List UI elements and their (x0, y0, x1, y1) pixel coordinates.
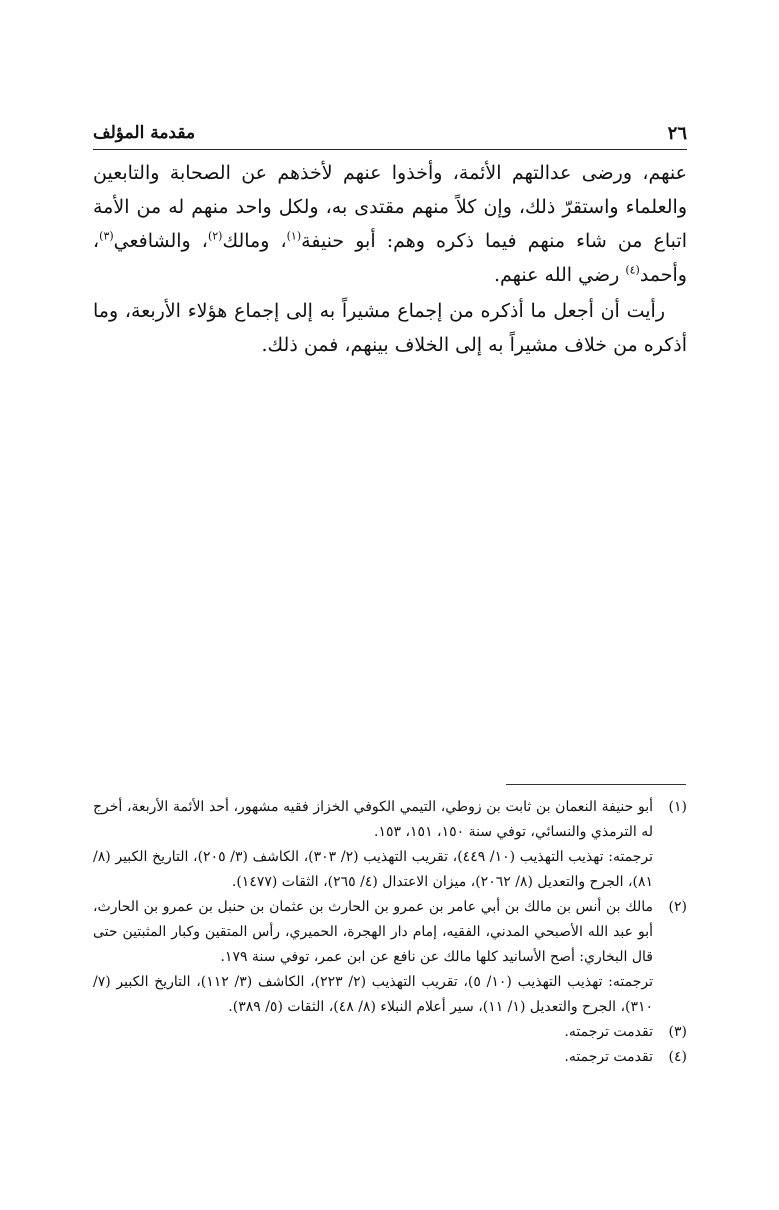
footnote-separator (506, 784, 686, 785)
footnote-ref-2[interactable]: (٢) (207, 229, 223, 243)
footnote-ref-3[interactable]: (٣) (99, 229, 114, 243)
footnote-text: أبو حنيفة النعمان بن ثابت بن زوطي، التيمي الكوفي الخزاز فقيه مشهور، أحد الأئمة الأربعة، أخرج له الترمذي والنسائي، توفي سنة ١٥٠، ١٥١، ١٥٣. (93, 799, 653, 840)
main-text-segment: ، والشافعي (113, 230, 208, 252)
footnote-text: ترجمته: تهذيب التهذيب (١٠/ ٥)، تقريب التهذيب (٢/ ٢٢٣)، الكاشف (٣/ ١١٢)، التاريخ الكبير (٧/ ٣١٠)، الجرح والتعديل (١/ ١١)، سير أعلام النبلاء (٨/ ٤٨)، الثقات (٥/ ٣٨٩). (93, 974, 653, 1015)
footnote-text: مالك بن أنس بن مالك بن أبي عامر بن عمرو بن الحارث بن عثمان بن حنبل بن عمرو بن الحارث، أبو عبد الله الأصبحي المدني، الفقيه، إمام دار الهجرة، الحميري، رأس المتقين وكبار المثبتين حتى قال البخاري: أصح الأسانيد كلها مالك عن نافع عن ابن عمر، توفي سنة ١٧٩. (93, 899, 653, 965)
footnote-body (93, 1045, 653, 1070)
page-header (93, 119, 687, 150)
footnote-1 (93, 795, 687, 895)
footnote-body (93, 795, 653, 895)
footnote-number: (٢) (668, 899, 687, 915)
footnote-text: تقدمت ترجمته. (564, 1024, 653, 1040)
main-text-segment: ، ومالك (222, 230, 287, 252)
footnote-number: (١) (668, 799, 687, 815)
footnote-2 (93, 895, 687, 1020)
main-text-segment: عنهم، ورضى عدالتهم الأئمة، وأخذوا عنهم لأخذهم عن الصحابة والتابعين والعلماء واستقرّ ذلك، وإن كلاً منهم مقتدى به، ولكل واحد منهم له من الأمة اتباع من شاء منهم فيما ذكره وهم: أبو حنيفة (93, 162, 687, 252)
page-number: ٢٦ (667, 123, 687, 144)
footnote-ref-4[interactable]: (٤) (625, 263, 640, 277)
footnote-body (93, 895, 653, 1020)
footnote-number: (٤) (668, 1049, 687, 1065)
main-paragraph-2: رأيت أن أجعل ما أذكره من إجماع مشيراً به إلى إجماع هؤلاء الأربعة، وما أذكره من خلاف مشيراً به إلى الخلاف بينهم، فمن ذلك. (93, 300, 687, 356)
main-text-segment: ، وأحمد (93, 230, 687, 286)
footnote-text: تقدمت ترجمته. (564, 1049, 653, 1065)
footnote-4 (93, 1045, 687, 1070)
main-text (93, 156, 687, 362)
main-paragraph-1 (93, 156, 687, 292)
footnote-number: (٣) (668, 1024, 687, 1040)
footnotes (93, 795, 687, 1070)
footnote-ref-1[interactable]: (١) (286, 229, 302, 243)
running-title: مقدمة المؤلف (93, 123, 196, 143)
footnote-text: ترجمته: تهذيب التهذيب (١٠/ ٤٤٩)، تقريب التهذيب (٢/ ٣٠٣)، الكاشف (٣/ ٢٠٥)، التاريخ الكبير (٨/ ٨١)، الجرح والتعديل (٨/ ٢٠٦٢)، ميزان الاعتدال (٤/ ٢٦٥)، الثقات (١٤٧٧). (93, 849, 654, 890)
main-text-segment: رضي الله عنهم. (493, 264, 626, 286)
footnote-body (93, 1020, 653, 1045)
footnote-3 (93, 1020, 687, 1045)
